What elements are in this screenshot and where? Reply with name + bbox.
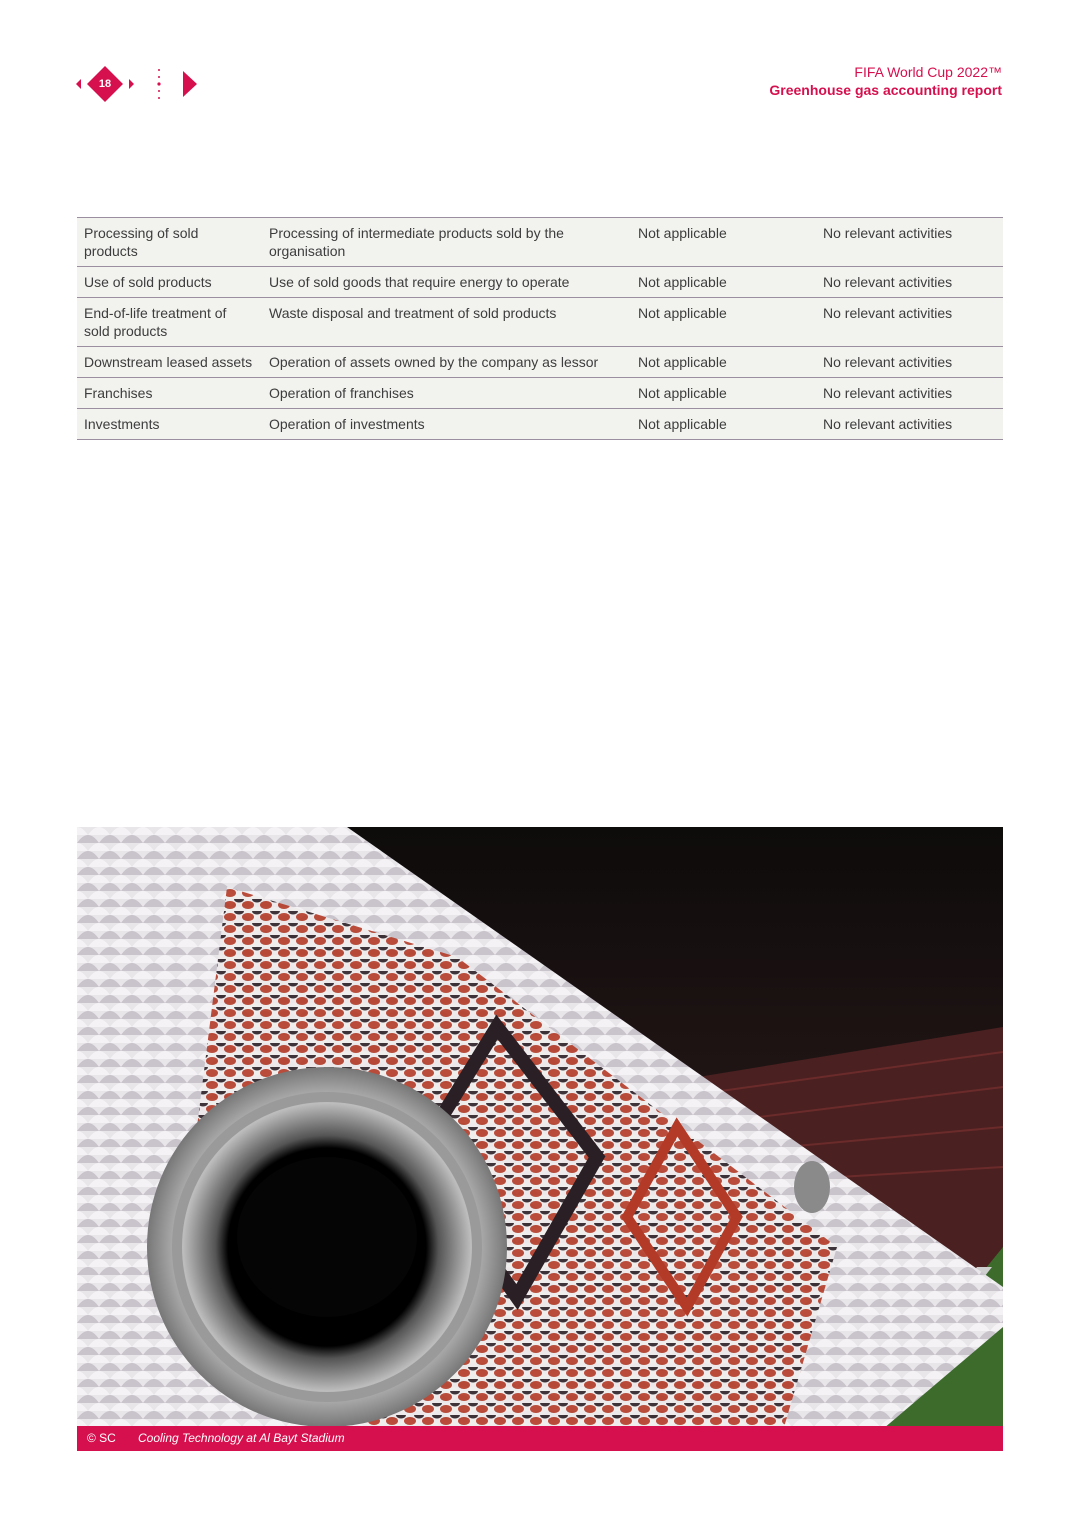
category-cell: Franchises (77, 378, 262, 409)
applicability-cell: Not applicable (631, 218, 816, 267)
applicability-cell: Not applicable (631, 267, 816, 298)
description-cell: Operation of franchises (262, 378, 631, 409)
category-cell: End-of-life treatment of sold products (77, 298, 262, 347)
stadium-illustration (77, 827, 1003, 1451)
forward-arrow-icon (183, 71, 197, 97)
notes-cell: No relevant activities (816, 298, 1003, 347)
photo-credit: © SC (87, 1431, 116, 1445)
applicability-cell: Not applicable (631, 347, 816, 378)
stadium-photo (77, 827, 1003, 1451)
category-cell: Investments (77, 409, 262, 440)
photo-caption-text: Cooling Technology at Al Bayt Stadium (138, 1431, 345, 1445)
applicability-cell: Not applicable (631, 409, 816, 440)
applicability-cell: Not applicable (631, 298, 816, 347)
description-cell: Use of sold goods that require energy to operate (262, 267, 631, 298)
header-event: FIFA World Cup 2022™ (854, 64, 1002, 80)
category-cell: Processing of sold products (77, 218, 262, 267)
notes-cell: No relevant activities (816, 267, 1003, 298)
next-arrow-icon (129, 79, 134, 89)
table-row (77, 218, 1003, 267)
table-row (77, 298, 1003, 347)
description-cell: Processing of intermediate products sold by the organisation (262, 218, 631, 267)
notes-cell: No relevant activities (816, 347, 1003, 378)
scope3-categories-table (77, 217, 1003, 440)
table-row (77, 378, 1003, 409)
applicability-cell: Not applicable (631, 378, 816, 409)
description-cell: Operation of investments (262, 409, 631, 440)
category-cell: Downstream leased assets (77, 347, 262, 378)
header-report-title: Greenhouse gas accounting report (769, 82, 1002, 98)
notes-cell: No relevant activities (816, 409, 1003, 440)
notes-cell: No relevant activities (816, 218, 1003, 267)
photo-caption (77, 1426, 1003, 1451)
page-navigation (76, 62, 206, 106)
page-number: 18 (98, 78, 112, 90)
table-row (77, 267, 1003, 298)
table-row (77, 409, 1003, 440)
category-cell: Use of sold products (77, 267, 262, 298)
description-cell: Operation of assets owned by the company as lessor (262, 347, 631, 378)
report-header (769, 63, 1002, 99)
notes-cell: No relevant activities (816, 378, 1003, 409)
table-row (77, 347, 1003, 378)
prev-arrow-icon (76, 79, 81, 89)
description-cell: Waste disposal and treatment of sold products (262, 298, 631, 347)
